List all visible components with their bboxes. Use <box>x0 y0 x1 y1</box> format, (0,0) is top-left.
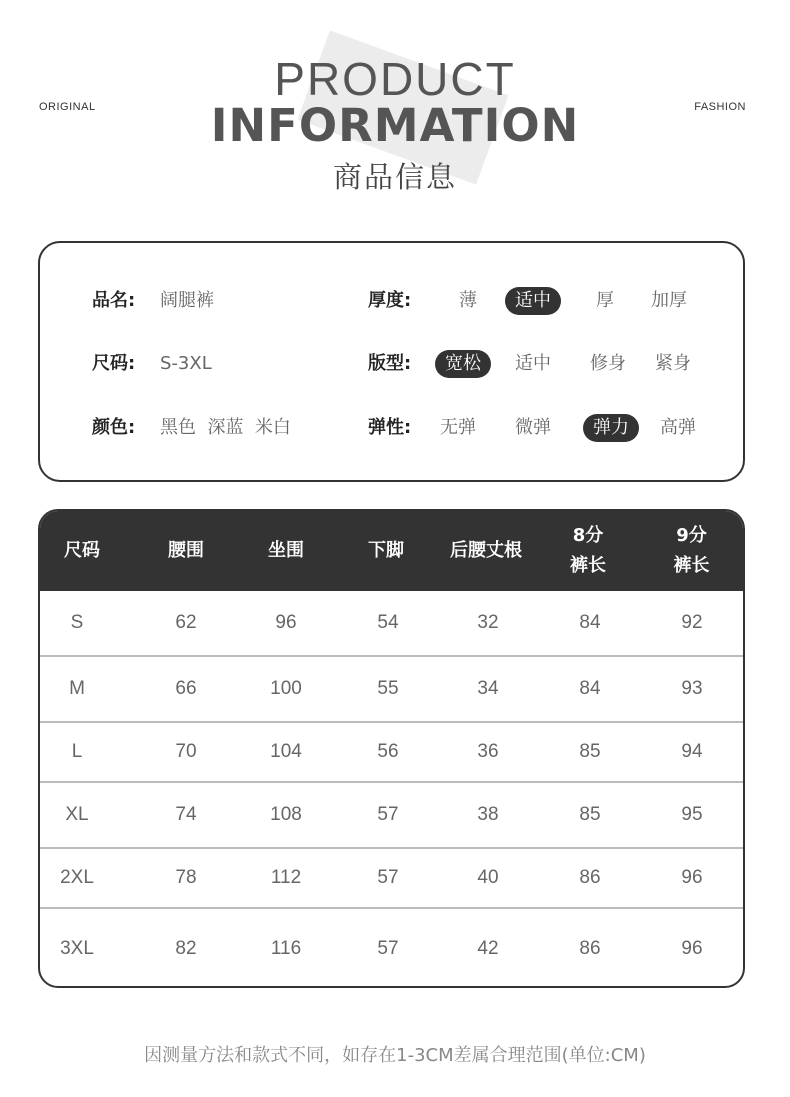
info-row-2 <box>40 346 743 382</box>
cell-ninth-length: 96 <box>681 937 703 959</box>
header-back-rise: 后腰丈根 <box>450 540 522 561</box>
header-hip: 坐围 <box>268 540 304 561</box>
color-value: 黑色 深蓝 米白 <box>160 417 291 438</box>
thickness-option-selected: 适中 <box>505 287 561 315</box>
cell-hem: 56 <box>377 741 399 762</box>
cell-hem: 57 <box>377 804 399 825</box>
thickness-label: 厚度: <box>368 290 412 311</box>
table-row <box>40 723 743 783</box>
thickness-option: 厚 <box>596 290 614 311</box>
elasticity-label: 弹性: <box>368 417 412 438</box>
table-row <box>40 849 743 909</box>
elasticity-option-selected: 弹力 <box>583 414 639 442</box>
cell-waist: 70 <box>175 741 197 762</box>
cell-back-rise: 38 <box>477 804 499 825</box>
table-header <box>40 511 743 591</box>
cell-size: 3XL <box>60 937 94 959</box>
cell-ninth-length: 95 <box>681 804 703 825</box>
cell-size: L <box>71 741 83 762</box>
cell-waist: 78 <box>175 867 197 888</box>
fit-option: 修身 <box>590 353 626 374</box>
table-row <box>40 657 743 723</box>
header-ninth-length: 9分 裤长 <box>673 525 710 576</box>
cell-hem: 55 <box>377 678 399 699</box>
size-table <box>38 509 745 988</box>
cell-waist: 66 <box>175 678 197 699</box>
product-info-box <box>38 241 745 482</box>
elasticity-option: 高弹 <box>660 417 696 438</box>
info-row-1 <box>40 283 743 319</box>
header-waist: 腰围 <box>168 540 204 561</box>
table-row <box>40 909 743 988</box>
cell-ninth-length: 94 <box>681 741 703 762</box>
cell-hem: 57 <box>377 937 399 959</box>
cell-hem: 54 <box>377 612 399 633</box>
cell-back-rise: 32 <box>477 612 499 633</box>
original-label: ORIGINAL <box>39 101 96 113</box>
cell-cropped-length: 84 <box>579 612 601 633</box>
header-size: 尺码 <box>64 540 100 561</box>
cell-cropped-length: 85 <box>579 804 601 825</box>
cell-ninth-length: 96 <box>681 867 703 888</box>
cell-ninth-length: 92 <box>681 612 703 633</box>
cell-hip: 100 <box>270 678 302 699</box>
cell-hip: 96 <box>275 612 297 633</box>
fit-label: 版型: <box>368 353 412 374</box>
color-label: 颜色: <box>92 417 136 438</box>
header-cropped-length: 8分 裤长 <box>570 525 606 576</box>
cell-back-rise: 34 <box>477 678 499 699</box>
elasticity-option: 微弹 <box>515 417 551 438</box>
cell-cropped-length: 86 <box>579 937 601 959</box>
info-row-3 <box>40 410 743 446</box>
header-hem: 下脚 <box>368 540 404 561</box>
size-value: S-3XL <box>160 353 212 374</box>
cell-back-rise: 42 <box>477 937 499 959</box>
measurement-note: 因测量方法和款式不同，如存在1-3CM差属合理范围(单位:CM) <box>144 1045 646 1066</box>
cell-size: XL <box>65 804 89 825</box>
fit-option: 紧身 <box>655 353 691 374</box>
cell-waist: 62 <box>175 612 197 633</box>
thickness-option: 薄 <box>459 290 477 311</box>
fit-option: 适中 <box>515 353 551 374</box>
cell-size: S <box>70 612 84 633</box>
cell-hip: 108 <box>270 804 302 825</box>
size-label: 尺码: <box>92 353 136 374</box>
cell-hem: 57 <box>377 867 399 888</box>
cell-hip: 112 <box>270 867 302 888</box>
cell-cropped-length: 85 <box>579 741 601 762</box>
cell-back-rise: 36 <box>477 741 499 762</box>
cell-size: M <box>69 678 85 699</box>
cell-waist: 74 <box>175 804 197 825</box>
name-value: 阔腿裤 <box>160 290 214 311</box>
fit-option-selected: 宽松 <box>435 350 491 378</box>
cell-cropped-length: 84 <box>579 678 601 699</box>
cell-hip: 104 <box>270 741 302 762</box>
cell-cropped-length: 86 <box>579 867 601 888</box>
cell-ninth-length: 93 <box>681 678 703 699</box>
cell-waist: 82 <box>175 937 197 959</box>
thickness-option: 加厚 <box>651 290 687 311</box>
elasticity-option: 无弹 <box>440 417 476 438</box>
title-information: INFORMATION <box>210 99 580 152</box>
table-row <box>40 591 743 657</box>
title-product: PRODUCT <box>274 53 516 105</box>
table-row <box>40 783 743 849</box>
fashion-label: FASHION <box>694 101 746 113</box>
cell-size: 2XL <box>60 867 94 888</box>
cell-back-rise: 40 <box>477 867 499 888</box>
name-label: 品名: <box>92 290 136 311</box>
title-chinese: 商品信息 <box>332 160 457 194</box>
cell-hip: 116 <box>270 937 302 959</box>
